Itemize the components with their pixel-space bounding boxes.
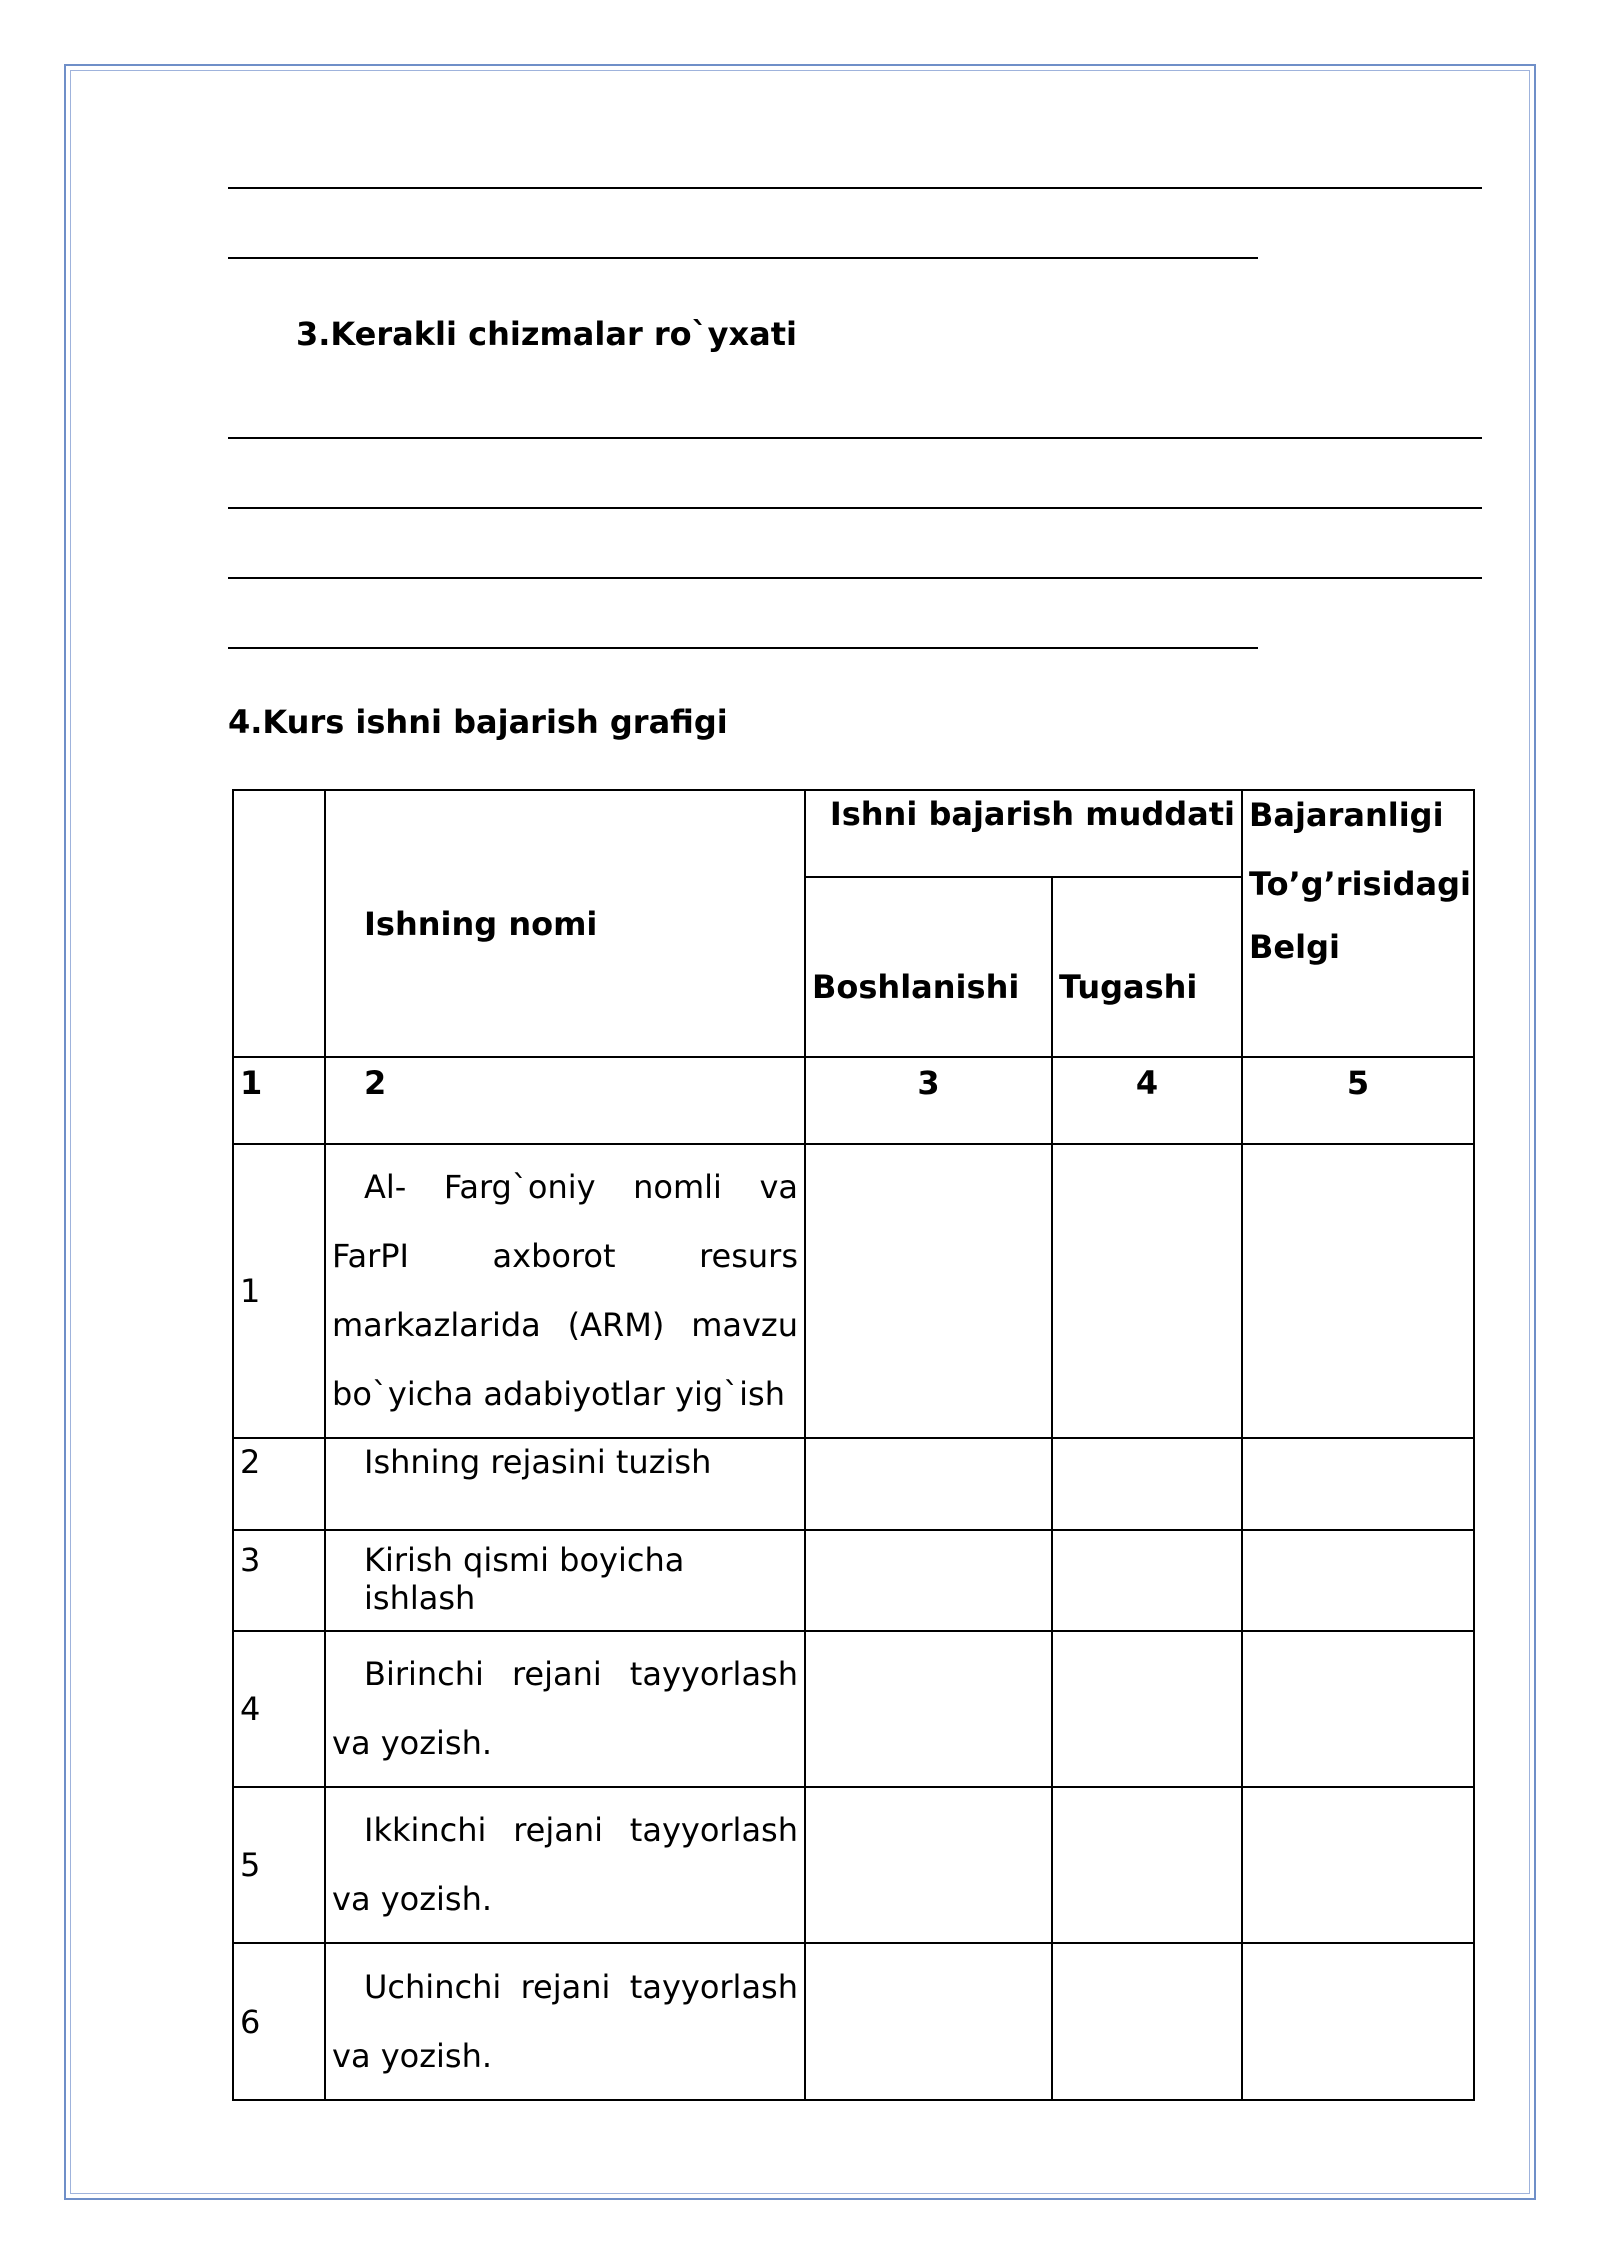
row-mark-cell[interactable]	[1242, 1530, 1474, 1631]
row-end-cell[interactable]	[1052, 1144, 1242, 1438]
section4-title: 4.Kurs ishni bajarish grafigi	[228, 703, 728, 741]
completion-label-3: Belgi	[1249, 928, 1340, 966]
row-mark-cell[interactable]	[1242, 1787, 1474, 1943]
row-number: 3	[233, 1530, 325, 1631]
row-task-name: Al- Farg`oniy nomli va FarPI axborot resurs markazlarida (ARM) mavzu bo`yicha adabiyotlar yig`ish	[325, 1144, 805, 1438]
row-task-name: Ishning rejasini tuzish	[325, 1438, 805, 1530]
blank-line-3[interactable]	[228, 437, 1482, 439]
row-end-cell[interactable]	[1052, 1631, 1242, 1787]
row-mark-cell[interactable]	[1242, 1631, 1474, 1787]
schedule-table	[232, 789, 1475, 2101]
row-mark-cell[interactable]	[1242, 1438, 1474, 1530]
blank-line-4[interactable]	[228, 507, 1482, 509]
row-number: 4	[233, 1631, 325, 1787]
row-task-name: Ikkinchi rejani tayyorlash va yozish.	[325, 1787, 805, 1943]
row-mark-cell[interactable]	[1242, 1943, 1474, 2100]
row-number: 6	[233, 1943, 325, 2100]
header-num-cell	[233, 790, 325, 1057]
table-header-row	[233, 790, 1474, 877]
row-end-cell[interactable]	[1052, 1530, 1242, 1631]
completion-label-2: To’g’risidagi	[1249, 865, 1471, 903]
row-task-name: Uchinchi rejani tayyorlash va yozish.	[325, 1943, 805, 2100]
header-name-cell: Ishning nomi	[325, 790, 805, 1057]
row-start-cell[interactable]	[805, 1943, 1052, 2100]
col-number-4: 4	[1052, 1057, 1242, 1144]
blank-line-6[interactable]	[228, 647, 1258, 649]
row-end-cell[interactable]	[1052, 1943, 1242, 2100]
row-number: 1	[233, 1144, 325, 1438]
row-number: 5	[233, 1787, 325, 1943]
completion-label-1: Bajaranligi	[1249, 796, 1444, 834]
col-number-5: 5	[1242, 1057, 1474, 1144]
table-row	[233, 1787, 1474, 1943]
header-period-cell: Ishni bajarish muddati	[805, 790, 1242, 877]
blank-line-5[interactable]	[228, 577, 1482, 579]
row-number: 2	[233, 1438, 325, 1530]
table-row	[233, 1530, 1474, 1631]
blank-line-1[interactable]	[228, 187, 1482, 189]
table-row	[233, 1144, 1474, 1438]
row-start-cell[interactable]	[805, 1530, 1052, 1631]
column-number-row	[233, 1057, 1474, 1144]
blank-line-2[interactable]	[228, 257, 1258, 259]
row-start-cell[interactable]	[805, 1144, 1052, 1438]
section3-title: 3.Kerakli chizmalar ro`yxati	[296, 315, 797, 353]
header-end-cell: Tugashi	[1052, 877, 1242, 1057]
row-start-cell[interactable]	[805, 1438, 1052, 1530]
row-start-cell[interactable]	[805, 1631, 1052, 1787]
table-row	[233, 1438, 1474, 1530]
row-start-cell[interactable]	[805, 1787, 1052, 1943]
table-row	[233, 1943, 1474, 2100]
header-start-cell: Boshlanishi	[805, 877, 1052, 1057]
table-row	[233, 1631, 1474, 1787]
row-task-name: Kirish qismi boyicha ishlash	[325, 1530, 805, 1631]
col-number-1: 1	[233, 1057, 325, 1144]
col-number-3: 3	[805, 1057, 1052, 1144]
row-end-cell[interactable]	[1052, 1438, 1242, 1530]
col-number-2: 2	[325, 1057, 805, 1144]
row-mark-cell[interactable]	[1242, 1144, 1474, 1438]
header-completion-cell	[1242, 790, 1474, 1057]
row-task-name: Birinchi rejani tayyorlash va yozish.	[325, 1631, 805, 1787]
row-end-cell[interactable]	[1052, 1787, 1242, 1943]
